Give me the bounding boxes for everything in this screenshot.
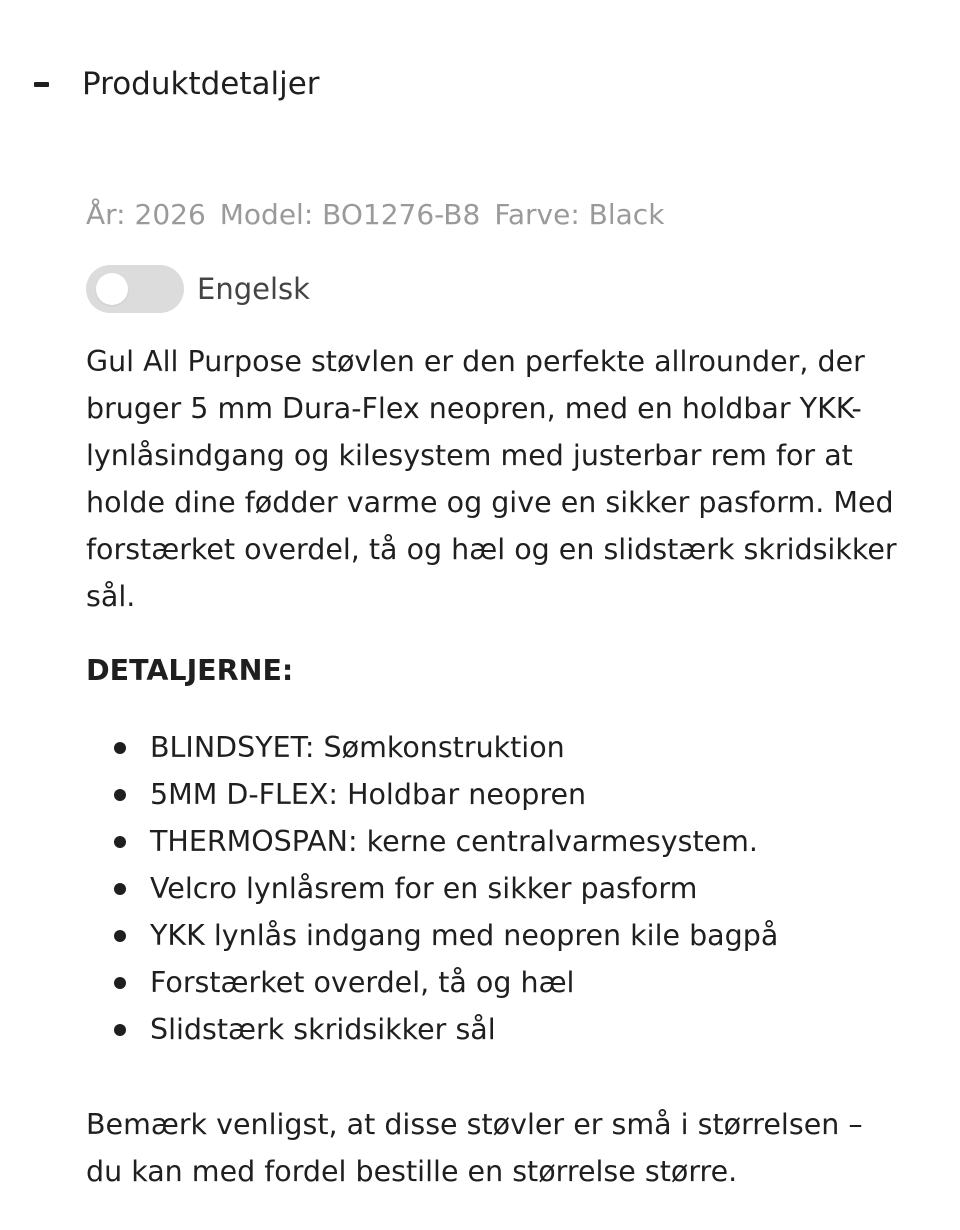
minus-icon[interactable] — [34, 82, 49, 87]
product-details-header[interactable] — [0, 50, 960, 120]
bullet-icon — [114, 930, 126, 942]
bullet-icon — [114, 1024, 126, 1036]
list-item — [86, 912, 916, 959]
language-toggle-row — [86, 264, 916, 314]
list-item — [86, 865, 916, 912]
size-note: Bemærk venligst, at disse støvler er små i størrelsen – du kan med fordel bestille en størrelse større. — [86, 1108, 863, 1188]
product-details-content — [86, 195, 916, 1195]
meta-year: År: 2026 — [86, 198, 206, 231]
bullet-icon — [114, 836, 126, 848]
bullet-icon — [114, 883, 126, 895]
list-item-text: Slidstærk skridsikker sål — [150, 1013, 496, 1046]
details-heading: DETALJERNE: — [86, 654, 294, 687]
bullet-icon — [114, 977, 126, 989]
list-item-text: 5MM D-FLEX: Holdbar neopren — [150, 778, 587, 811]
list-item — [86, 771, 916, 818]
list-item-text: THERMOSPAN: kerne centralvarmesystem. — [150, 825, 758, 858]
list-item — [86, 724, 916, 771]
list-item-text: Velcro lynlåsrem for en sikker pasform — [150, 872, 698, 905]
meta-color: Farve: Black — [494, 198, 665, 231]
bullet-icon — [114, 742, 126, 754]
toggle-knob — [96, 273, 128, 305]
language-toggle[interactable] — [86, 265, 184, 313]
details-list — [86, 724, 916, 1053]
product-meta — [86, 195, 916, 235]
product-description: Gul All Purpose støvlen er den perfekte allrounder, der bruger 5 mm Dura-Flex neopren, med en holdbar YKK-lynlåsindgang og kilesystem med justerbar rem for at holde dine fødder varme og give en sikker pasform. Med forstærket overdel, tå og hæl og en slidstærk skridsikker sål. — [86, 345, 897, 613]
list-item-text: BLINDSYET: Sømkonstruktion — [150, 731, 565, 764]
meta-model: Model: BO1276-B8 — [219, 198, 481, 231]
bullet-icon — [114, 789, 126, 801]
list-item — [86, 959, 916, 1006]
section-title: Produktdetaljer — [82, 66, 320, 102]
list-item — [86, 818, 916, 865]
language-toggle-label: Engelsk — [197, 272, 310, 306]
list-item-text: Forstærket overdel, tå og hæl — [150, 966, 575, 999]
list-item-text: YKK lynlås indgang med neopren kile bagpå — [150, 919, 779, 952]
list-item — [86, 1006, 916, 1053]
